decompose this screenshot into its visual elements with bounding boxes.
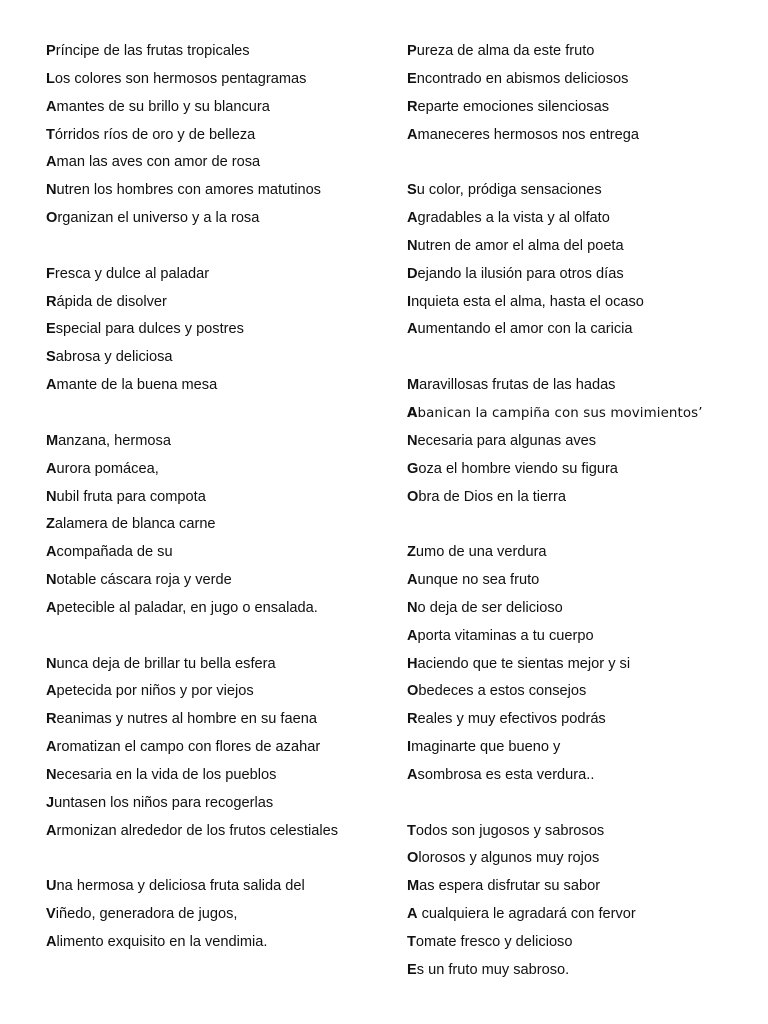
acrostic-initial: Z bbox=[46, 516, 55, 533]
acrostic-initial: G bbox=[407, 460, 419, 477]
acrostic-initial: J bbox=[46, 794, 55, 811]
poem-line bbox=[407, 66, 747, 94]
line-text: sombrosa es esta verdura.. bbox=[417, 766, 595, 783]
stanza-gap bbox=[46, 400, 396, 428]
acrostic-initial: M bbox=[407, 377, 420, 394]
line-text: o deja de ser delicioso bbox=[417, 599, 563, 616]
right-acrostic-stanza bbox=[407, 539, 747, 790]
poem-line bbox=[46, 567, 396, 595]
acrostic-initial: N bbox=[46, 655, 57, 672]
line-text: ejando la ilusión para otros días bbox=[417, 265, 624, 282]
poem-line bbox=[407, 845, 747, 873]
line-text: urora pomácea, bbox=[56, 460, 159, 477]
poem-line bbox=[46, 205, 396, 233]
acrostic-initial: S bbox=[46, 349, 56, 366]
acrostic-initial: A bbox=[46, 739, 57, 756]
poem-line bbox=[407, 623, 747, 651]
right-column bbox=[407, 38, 747, 985]
acrostic-initial: H bbox=[407, 655, 418, 672]
line-text: omate fresco y delicioso bbox=[415, 934, 573, 950]
acrostic-initial: V bbox=[46, 906, 56, 923]
line-text: ubil fruta para compota bbox=[56, 488, 206, 505]
acrostic-initial: A bbox=[46, 377, 57, 394]
line-text: ecesaria para algunas aves bbox=[417, 432, 597, 449]
line-text: os colores son hermosos pentagramas bbox=[54, 70, 307, 87]
line-text: ápida de disolver bbox=[56, 293, 167, 310]
stanza-gap bbox=[407, 511, 747, 539]
poem-line bbox=[46, 149, 396, 177]
line-text: rganizan el universo y a la rosa bbox=[57, 210, 260, 227]
poem-line bbox=[407, 122, 747, 150]
poem-line bbox=[46, 511, 396, 539]
acrostic-initial: N bbox=[407, 599, 418, 616]
right-acrostic-stanza bbox=[407, 818, 747, 985]
line-text: limento exquisito en la vendimia. bbox=[56, 934, 268, 950]
line-text: utren los hombres con amores matutinos bbox=[56, 182, 321, 199]
line-text: resca y dulce al paladar bbox=[54, 265, 210, 282]
stanza-gap bbox=[407, 149, 747, 177]
acrostic-initial: A bbox=[407, 126, 418, 143]
line-text: umo de una verdura bbox=[415, 544, 547, 561]
poem-line bbox=[407, 539, 747, 567]
poem-line bbox=[46, 344, 396, 372]
acrostic-initial: R bbox=[46, 711, 57, 728]
line-text: ecesaria en la vida de los pueblos bbox=[56, 766, 277, 783]
acrostic-initial: S bbox=[407, 182, 417, 199]
line-text: umentando el amor con la caricia bbox=[417, 321, 633, 338]
line-text: otable cáscara roja y verde bbox=[56, 572, 232, 589]
acrostic-initial: N bbox=[407, 237, 418, 254]
left-column bbox=[46, 38, 396, 957]
poem-line bbox=[407, 289, 747, 317]
line-text: u color, pródiga sensaciones bbox=[416, 182, 602, 199]
acrostic-initial: M bbox=[46, 432, 59, 449]
poem-line bbox=[407, 456, 747, 484]
poem-line bbox=[46, 66, 396, 94]
acrostic-initial: I bbox=[407, 739, 412, 756]
poem-line bbox=[46, 484, 396, 512]
line-text: maneceres hermosos nos entrega bbox=[417, 126, 640, 143]
line-text: s un fruto muy sabroso. bbox=[416, 961, 570, 978]
poem-line bbox=[407, 94, 747, 122]
poem-line bbox=[46, 929, 396, 957]
acrostic-initial: I bbox=[407, 293, 412, 310]
line-text: nquieta esta el alma, hasta el ocaso bbox=[411, 293, 644, 310]
acrostic-initial: N bbox=[46, 572, 57, 589]
line-text: ríncipe de las frutas tropicales bbox=[55, 43, 250, 59]
poem-line bbox=[46, 372, 396, 400]
poem-line bbox=[46, 790, 396, 818]
acrostic-initial: A bbox=[407, 766, 418, 783]
acrostic-initial: A bbox=[46, 98, 57, 115]
line-text: bra de Dios en la tierra bbox=[418, 488, 566, 505]
acrostic-initial: A bbox=[407, 627, 418, 644]
acrostic-initial: A bbox=[407, 572, 418, 589]
acrostic-initial: E bbox=[407, 961, 417, 978]
poem-line bbox=[46, 651, 396, 679]
left-acrostic-stanza bbox=[46, 873, 396, 957]
acrostic-initial: R bbox=[407, 98, 418, 115]
acrostic-initial: T bbox=[407, 934, 416, 950]
line-text: eanimas y nutres al hombre en su faena bbox=[56, 711, 317, 728]
poem-line bbox=[407, 372, 747, 400]
poem-line bbox=[46, 539, 396, 567]
poem-line bbox=[407, 400, 747, 428]
acrostic-initial: L bbox=[46, 70, 55, 87]
line-text: bedeces a estos consejos bbox=[418, 683, 587, 700]
acrostic-initial: A bbox=[407, 906, 418, 923]
left-acrostic-stanza bbox=[46, 651, 396, 846]
line-text: banican la campiña con sus movimientos’ bbox=[417, 405, 703, 421]
acrostic-initial: F bbox=[46, 265, 55, 282]
line-text: eparte emociones silenciosas bbox=[417, 98, 609, 115]
line-text: gradables a la vista y al olfato bbox=[417, 210, 610, 227]
acrostic-initial: O bbox=[407, 683, 419, 700]
poem-line bbox=[46, 734, 396, 762]
poem-line bbox=[46, 289, 396, 317]
line-text: lorosos y algunos muy rojos bbox=[418, 850, 600, 867]
left-acrostic-stanza bbox=[46, 428, 396, 623]
acrostic-initial: T bbox=[407, 822, 416, 839]
poem-line bbox=[407, 38, 747, 66]
acrostic-initial: A bbox=[46, 934, 57, 950]
left-acrostic-stanza bbox=[46, 261, 396, 400]
acrostic-initial: A bbox=[46, 599, 57, 616]
poem-line bbox=[407, 762, 747, 790]
acrostic-initial: A bbox=[46, 460, 57, 477]
acrostic-initial: E bbox=[407, 70, 417, 87]
line-text: utren de amor el alma del poeta bbox=[417, 237, 624, 254]
line-text: na hermosa y deliciosa fruta salida del bbox=[56, 878, 305, 895]
line-text: iñedo, generadora de jugos, bbox=[55, 906, 238, 923]
poem-line bbox=[407, 678, 747, 706]
poem-line bbox=[407, 233, 747, 261]
poem-line bbox=[407, 901, 747, 929]
line-text: aravillosas frutas de las hadas bbox=[419, 377, 616, 394]
line-text: special para dulces y postres bbox=[55, 321, 244, 338]
line-text: mantes de su brillo y su blancura bbox=[56, 98, 270, 115]
poem-line bbox=[407, 177, 747, 205]
acrostic-initial: A bbox=[407, 405, 418, 421]
line-text: ncontrado en abismos deliciosos bbox=[416, 70, 629, 87]
poem-line bbox=[407, 316, 747, 344]
poem-line bbox=[407, 205, 747, 233]
line-text: anzana, hermosa bbox=[58, 432, 171, 449]
poem-line bbox=[407, 261, 747, 289]
acrostic-initial: A bbox=[407, 321, 418, 338]
acrostic-initial: A bbox=[46, 544, 57, 561]
line-text: romatizan el campo con flores de azahar bbox=[56, 739, 321, 756]
right-acrostic-stanza bbox=[407, 177, 747, 344]
line-text: rmonizan alrededor de los frutos celestiales bbox=[56, 822, 339, 839]
acrostic-initial: M bbox=[407, 878, 420, 895]
poem-line bbox=[46, 261, 396, 289]
poem-line bbox=[407, 651, 747, 679]
line-text: maginarte que bueno y bbox=[411, 739, 561, 756]
stanza-gap bbox=[46, 623, 396, 651]
poem-line bbox=[46, 762, 396, 790]
poem-line bbox=[46, 873, 396, 901]
line-text: odos son jugosos y sabrosos bbox=[415, 822, 605, 839]
acrostic-initial: A bbox=[407, 210, 418, 227]
poem-line bbox=[407, 567, 747, 595]
acrostic-initial: N bbox=[46, 182, 57, 199]
acrostic-initial: Z bbox=[407, 544, 416, 561]
stanza-gap bbox=[46, 233, 396, 261]
poem-line bbox=[407, 428, 747, 456]
acrostic-initial: A bbox=[46, 683, 57, 700]
line-text: ureza de alma da este fruto bbox=[416, 43, 595, 59]
acrostic-initial: A bbox=[46, 822, 57, 839]
line-text: as espera disfrutar su sabor bbox=[419, 878, 601, 895]
poem-line bbox=[407, 706, 747, 734]
line-text: abrosa y deliciosa bbox=[55, 349, 173, 366]
poem-line bbox=[46, 177, 396, 205]
acrostic-initial: N bbox=[46, 766, 57, 783]
line-text: unca deja de brillar tu bella esfera bbox=[56, 655, 276, 672]
line-text: porta vitaminas a tu cuerpo bbox=[417, 627, 594, 644]
line-text: órridos ríos de oro y de belleza bbox=[54, 126, 256, 143]
poem-line bbox=[46, 456, 396, 484]
stanza-gap bbox=[407, 344, 747, 372]
poem-line bbox=[46, 678, 396, 706]
poem-line bbox=[407, 957, 747, 985]
poem-line bbox=[407, 595, 747, 623]
acrostic-initial: A bbox=[46, 154, 57, 171]
acrostic-initial: P bbox=[407, 43, 417, 59]
poem-line bbox=[46, 706, 396, 734]
line-text: petecible al paladar, en jugo o ensalada. bbox=[56, 599, 318, 616]
acrostic-initial: U bbox=[46, 878, 57, 895]
line-text: petecida por niños y por viejos bbox=[56, 683, 254, 700]
line-text: alamera de blanca carne bbox=[54, 516, 216, 533]
acrostic-initial: N bbox=[46, 488, 57, 505]
right-acrostic-stanza bbox=[407, 372, 747, 511]
poem-line bbox=[407, 929, 747, 957]
acrostic-initial: R bbox=[46, 293, 57, 310]
acrostic-initial: O bbox=[407, 850, 419, 867]
acrostic-initial: E bbox=[46, 321, 56, 338]
acrostic-initial: N bbox=[407, 432, 418, 449]
poem-line bbox=[46, 122, 396, 150]
poem-line bbox=[46, 316, 396, 344]
poem-line bbox=[46, 595, 396, 623]
line-text: man las aves con amor de rosa bbox=[56, 154, 261, 171]
line-text: eales y muy efectivos podrás bbox=[417, 711, 606, 728]
stanza-gap bbox=[46, 845, 396, 873]
poem-line bbox=[407, 818, 747, 846]
line-text: unque no sea fruto bbox=[417, 572, 540, 589]
poem-line bbox=[46, 901, 396, 929]
acrostic-initial: R bbox=[407, 711, 418, 728]
stanza-gap bbox=[407, 790, 747, 818]
poem-line bbox=[407, 734, 747, 762]
poem-line bbox=[46, 38, 396, 66]
line-text: untasen los niños para recogerlas bbox=[54, 794, 274, 811]
acrostic-initial: P bbox=[46, 43, 56, 59]
poem-line bbox=[46, 428, 396, 456]
poem-line bbox=[407, 873, 747, 901]
acrostic-initial: O bbox=[407, 488, 419, 505]
line-text: aciendo que te sientas mejor y si bbox=[417, 655, 631, 672]
poem-line bbox=[46, 94, 396, 122]
line-text: mante de la buena mesa bbox=[56, 377, 218, 394]
line-text: oza el hombre viendo su figura bbox=[418, 460, 618, 477]
acrostic-initial: O bbox=[46, 210, 58, 227]
poem-line bbox=[407, 484, 747, 512]
line-text: compañada de su bbox=[56, 544, 173, 561]
left-acrostic-stanza bbox=[46, 38, 396, 233]
line-text: cualquiera le agradará con fervor bbox=[417, 906, 636, 923]
poem-line bbox=[46, 818, 396, 846]
right-acrostic-stanza bbox=[407, 38, 747, 149]
acrostic-initial: T bbox=[46, 126, 55, 143]
acrostic-initial: D bbox=[407, 265, 418, 282]
